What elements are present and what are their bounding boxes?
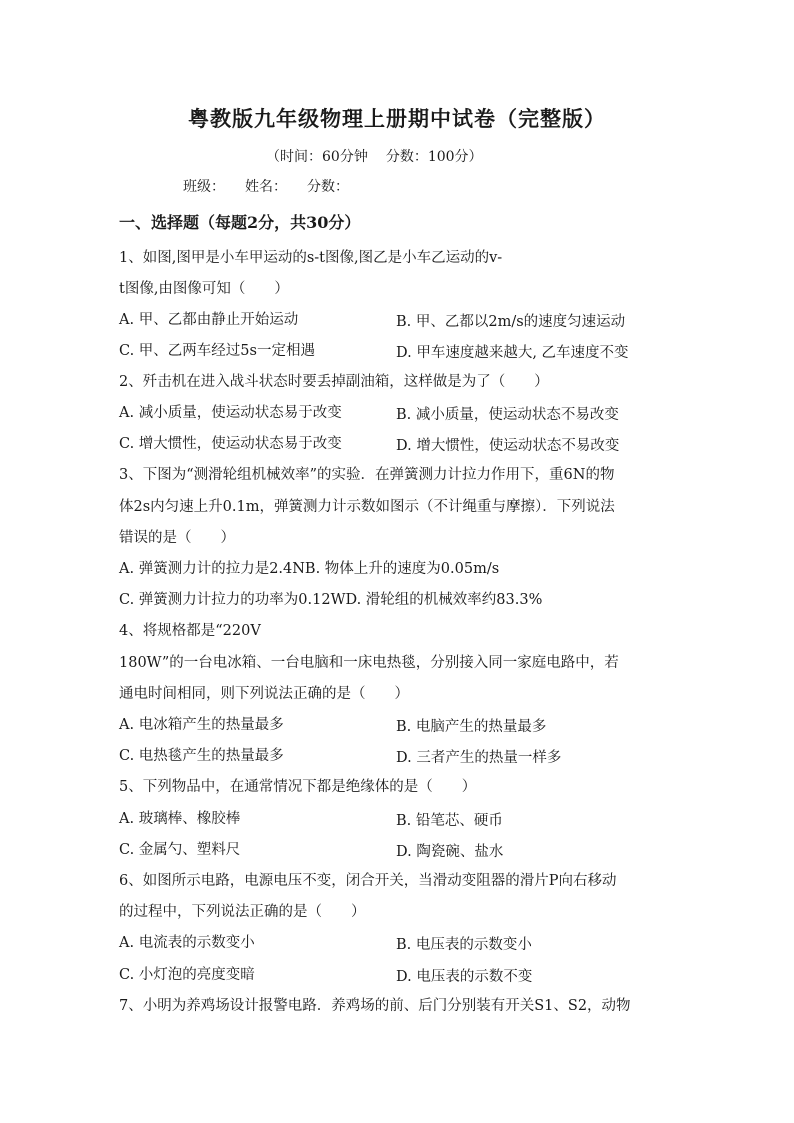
page-title: 粤教版九年级物理上册期中试卷（完整版） <box>188 106 606 131</box>
student-info <box>183 176 369 196</box>
question-2-option-c: C. 增大惯性，使运动状态易于改变 <box>119 436 342 452</box>
total-score: 分数：100分） <box>385 149 483 165</box>
question-5-option-a: A. 玻璃棒、橡胶棒 <box>119 811 241 827</box>
score-label: 分数： <box>307 179 349 195</box>
question-6-option-d: D. 电压表的示数不变 <box>396 969 533 985</box>
question-2-option-d: D. 增大惯性，使运动状态不易改变 <box>396 438 620 454</box>
question-4-option-c: C. 电热毯产生的热量最多 <box>119 748 284 764</box>
question-3-stem-line-2: 体2s内匀速上升0.1m，弹簧测力计示数如图示（不计绳重与摩擦）．下列说法 <box>119 499 615 515</box>
question-6-option-a: A. 电流表的示数变小 <box>119 935 255 951</box>
question-5-option-b: B. 铅笔芯、硬币 <box>396 813 503 829</box>
question-5-option-c: C. 金属勺、塑料尺 <box>119 842 241 858</box>
question-1-option-c: C. 甲、乙两车经过5s一定相遇 <box>119 343 315 359</box>
question-6-stem-line-1: 6、如图所示电路，电源电压不变，闭合开关，当滑动变阻器的滑片P向右移动 <box>119 873 617 889</box>
question-1-option-d: D. 甲车速度越来越大, 乙车速度不变 <box>396 345 629 361</box>
question-7-stem: 7、小明为养鸡场设计报警电路．养鸡场的前、后门分别装有开关S1、S2，动物 <box>119 998 631 1014</box>
question-2-option-b: B. 减小质量，使运动状态不易改变 <box>396 407 619 423</box>
question-3-options-ab: A. 弹簧测力计的拉力是2.4NB. 物体上升的速度为0.05m/s <box>119 561 500 577</box>
question-3-stem-line-3: 错误的是（ ） <box>119 530 235 546</box>
section-heading: 一、选择题（每题2分，共30分） <box>119 213 361 232</box>
question-4-option-d: D. 三者产生的热量一样多 <box>396 750 562 766</box>
question-5-stem: 5、下列物品中，在通常情况下都是绝缘体的是（ ） <box>119 779 477 795</box>
question-2-stem: 2、歼击机在进入战斗状态时要丢掉副油箱，这样做是为了（ ） <box>119 374 549 390</box>
question-1-stem-line-2: t图像,由图像可知（ ） <box>119 281 289 297</box>
question-4-option-b: B. 电脑产生的热量最多 <box>396 719 547 735</box>
question-1-option-a: A. 甲、乙都由静止开始运动 <box>119 312 299 328</box>
question-4-stem-line-3: 通电时间相同，则下列说法正确的是（ ） <box>119 686 409 702</box>
question-6-stem-line-2: 的过程中，下列说法正确的是（ ） <box>119 904 366 920</box>
question-4-option-a: A. 电冰箱产生的热量最多 <box>119 717 284 733</box>
question-6-option-c: C. 小灯泡的亮度变暗 <box>119 967 255 983</box>
question-4-stem-line-1: 4、将规格都是“220V <box>119 623 261 639</box>
question-6-option-b: B. 电压表的示数变小 <box>396 937 532 953</box>
question-3-stem-line-1: 3、下图为“测滑轮组机械效率”的实验．在弹簧测力计拉力作用下，重6N的物 <box>119 467 615 483</box>
question-4-stem-line-2: 180W”的一台电冰箱、一台电脑和一床电热毯，分别接入同一家庭电路中，若 <box>119 655 619 671</box>
time-limit: （时间：60分钟 <box>266 149 368 165</box>
question-1-stem-line-1: 1、如图,图甲是小车甲运动的s-t图像,图乙是小车乙运动的v- <box>119 250 503 266</box>
question-1-option-b: B. 甲、乙都以2m/s的速度匀速运动 <box>396 314 626 330</box>
question-2-option-a: A. 减小质量，使运动状态易于改变 <box>119 405 342 421</box>
exam-meta <box>266 146 501 166</box>
question-5-option-d: D. 陶瓷碗、盐水 <box>396 844 504 860</box>
question-3-options-cd: C. 弹簧测力计拉力的功率为0.12WD. 滑轮组的机械效率约83.3% <box>119 592 543 608</box>
class-label: 班级： <box>183 179 225 195</box>
name-label: 姓名： <box>245 179 287 195</box>
